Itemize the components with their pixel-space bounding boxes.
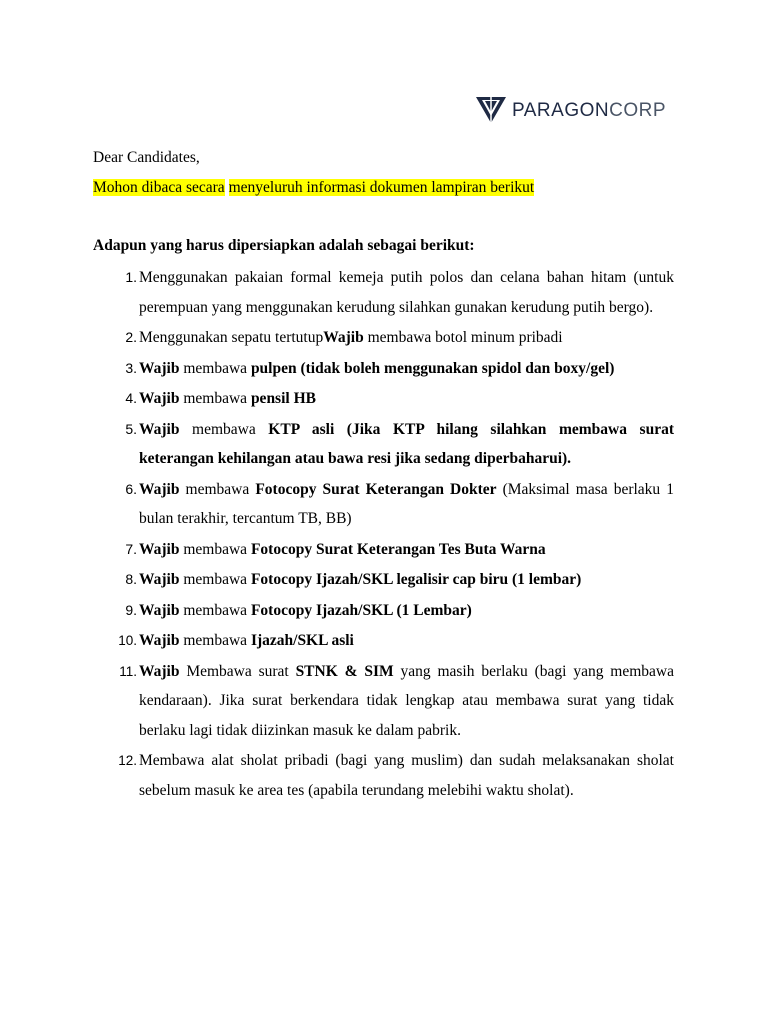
requirements-intro: Adapun yang harus dipersiapkan adalah sebagai berikut:	[93, 237, 475, 254]
list-item-text-bold: Wajib	[139, 390, 180, 407]
list-item-number: 2.	[125, 329, 137, 345]
list-item-text-bold: Wajib	[323, 329, 364, 346]
highlight-part-2: menyeluruh informasi dokumen lampiran berikut	[228, 179, 535, 196]
list-item	[93, 263, 674, 322]
logo-text-main: PARAGON	[512, 99, 610, 121]
company-logo	[476, 97, 666, 123]
list-item	[93, 565, 674, 595]
list-item-text: membawa	[179, 420, 269, 438]
list-item-number: 5.	[125, 420, 137, 437]
paragon-triangle-logo-icon	[476, 97, 506, 123]
list-item-text: Membawa surat	[179, 662, 296, 680]
list-item-number: 10.	[118, 633, 137, 648]
list-item-text-bold: Wajib	[139, 420, 180, 438]
list-item-number: 4.	[125, 390, 137, 406]
list-item	[93, 384, 674, 414]
highlight-part-1: Mohon dibaca secara	[93, 179, 225, 196]
list-item-text: membawa	[179, 480, 256, 498]
list-item-text: membawa	[179, 359, 251, 377]
list-item-text: Menggunakan sepatu tertutup	[139, 329, 324, 346]
list-item	[93, 596, 674, 626]
list-item-number: 8.	[125, 571, 137, 587]
list-item	[93, 354, 674, 384]
list-item-text-bold: pensil HB	[250, 390, 316, 407]
requirements-list	[93, 263, 674, 805]
letter-body	[93, 147, 674, 806]
list-item	[93, 626, 674, 656]
list-item-number: 6.	[125, 480, 137, 497]
list-item-text-bold: Ijazah/SKL asli	[250, 632, 354, 649]
list-item-text-bold: Wajib	[139, 540, 180, 558]
list-item-text: membawa	[179, 601, 251, 619]
list-item-number: 3.	[125, 359, 137, 376]
list-item-text: membawa	[179, 390, 251, 407]
list-item-text-bold: Wajib	[139, 662, 180, 680]
list-item-text-bold: KTP asli (Jika KTP hilang silahkan membawa surat keterangan kehilangan atau bawa resi jika sedang diperbaharui).	[139, 420, 674, 467]
highlighted-notice	[93, 177, 674, 199]
list-item-text-bold: STNK & SIM	[295, 662, 394, 680]
list-item-text: membawa	[179, 632, 251, 649]
list-item-text-bold: Wajib	[139, 480, 180, 498]
list-item-number: 12.	[118, 753, 137, 768]
list-item-text-bold: Wajib	[139, 632, 180, 649]
list-item-number: 9.	[125, 601, 137, 618]
list-item-text: Membawa alat sholat pribadi (bagi yang muslim) dan sudah melaksanakan sholat sebelum masuk ke area tes (apabila terundang melebihi waktu sholat).	[139, 752, 674, 799]
list-item-text-bold: Wajib	[139, 571, 180, 588]
logo-text-secondary: CORP	[609, 99, 667, 121]
list-item-number: 1.	[125, 269, 137, 285]
list-item-text-bold: pulpen (tidak boleh menggunakan spidol dan boxy/gel)	[250, 359, 615, 377]
list-item	[93, 535, 674, 565]
list-item-number: 7.	[125, 540, 137, 557]
list-item	[93, 415, 674, 474]
list-item-number: 11.	[119, 663, 137, 679]
list-item-text: membawa botol minum pribadi	[363, 329, 563, 346]
list-item	[93, 746, 674, 805]
list-item-text: (Maksimal masa berlaku 1 bulan terakhir, tercantum TB, BB)	[139, 480, 674, 527]
list-item-text-bold: Fotocopy Ijazah/SKL (1 Lembar)	[250, 601, 472, 619]
list-item-text: Menggunakan pakaian formal kemeja putih polos dan celana bahan hitam (untuk perempuan yang menggunakan kerudung silahkan gunakan kerudung putih bergo).	[139, 269, 674, 316]
list-item-text-bold: Fotocopy Surat Keterangan Dokter	[255, 480, 497, 498]
list-item-text-bold: Fotocopy Ijazah/SKL legalisir cap biru (1 lembar)	[250, 571, 582, 588]
list-item-text: membawa	[179, 540, 251, 558]
list-item-text-bold: Wajib	[139, 359, 180, 377]
list-item	[93, 475, 674, 534]
list-item-text-bold: Wajib	[139, 601, 180, 619]
list-item	[93, 657, 674, 746]
list-item	[93, 323, 674, 353]
list-item-text: membawa	[179, 571, 251, 588]
greeting: Dear Candidates,	[93, 149, 200, 166]
list-item-text-bold: Fotocopy Surat Keterangan Tes Buta Warna	[250, 540, 546, 558]
logo-wordmark	[512, 101, 666, 120]
list-item-text: yang masih berlaku (bagi yang membawa kendaraan). Jika surat berkendara tidak lengkap atau membawa surat yang tidak berlaku lagi tidak diizinkan masuk ke dalam pabrik.	[139, 662, 674, 739]
